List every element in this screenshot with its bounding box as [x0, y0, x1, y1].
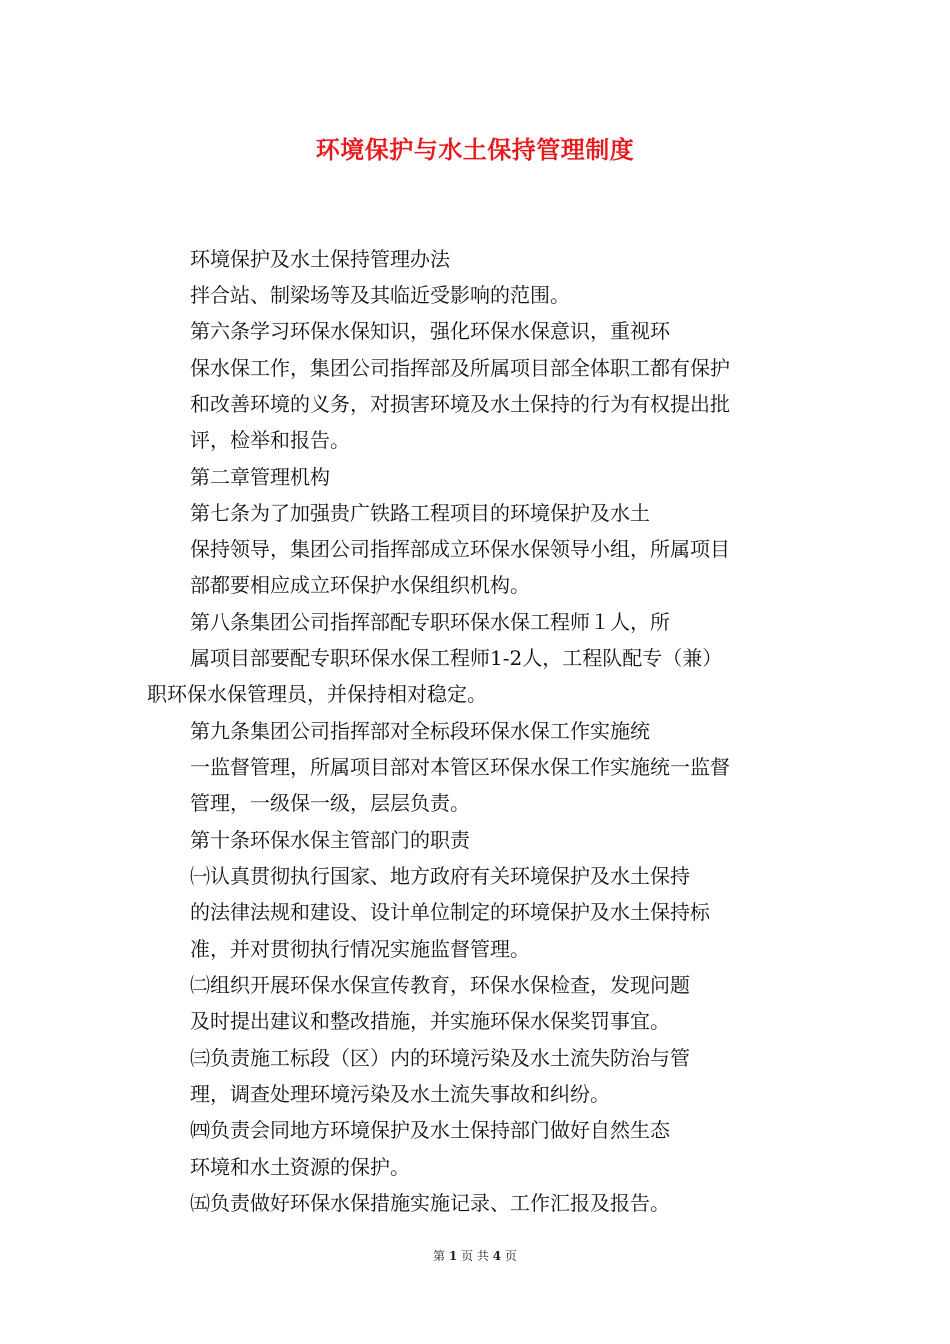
body-line: 第九条集团公司指挥部对全标段环保水保工作实施统 [190, 719, 650, 743]
body-line: ㈠认真贯彻执行国家、地方政府有关环境保护及水土保持 [190, 864, 690, 888]
body-line: 准，并对贯彻执行情况实施监督管理。 [190, 937, 530, 961]
body-line: 职环保水保管理员，并保持相对稳定。 [147, 682, 487, 706]
footer-total-pages: 4 [492, 1249, 502, 1263]
body-line: 部都要相应成立环保护水保组织机构。 [190, 573, 530, 597]
body-line: 理，调查处理环境污染及水土流失事故和纠纷。 [190, 1082, 610, 1106]
body-line: 保水保工作，集团公司指挥部及所属项目部全体职工都有保护 [190, 356, 730, 380]
body-line: ㈢负责施工标段（区）内的环境污染及水土流失防治与管 [190, 1046, 690, 1070]
body-line: 环境和水土资源的保护。 [190, 1155, 410, 1179]
body-line: 环境保护及水土保持管理办法 [190, 247, 450, 271]
body-line: 管理，一级保一级，层层负责。 [190, 791, 470, 815]
document-title: 环境保护与水土保持管理制度 [315, 135, 635, 164]
footer-prefix: 第 [433, 1249, 446, 1263]
body-line: 第八条集团公司指挥部配专职环保水保工程师１人，所 [190, 610, 670, 634]
footer-suffix: 页 [504, 1249, 517, 1263]
page-footer [0, 1248, 950, 1264]
body-line: ㈡组织开展环保水保宣传教育，环保水保检查，发现问题 [190, 973, 690, 997]
body-line: 一监督管理，所属项目部对本管区环保水保工作实施统一监督 [190, 755, 730, 779]
body-line: 保持领导，集团公司指挥部成立环保水保领导小组，所属项目 [190, 537, 730, 561]
body-line: 拌合站、制梁场等及其临近受影响的范围。 [190, 283, 570, 307]
body-line: 第七条为了加强贵广铁路工程项目的环境保护及水土 [190, 501, 650, 525]
body-line: 及时提出建议和整改措施，并实施环保水保奖罚事宜。 [190, 1009, 670, 1033]
body-line: 第十条环保水保主管部门的职责 [190, 828, 470, 852]
body-line: 的法律法规和建设、设计单位制定的环境保护及水土保持标 [190, 900, 710, 924]
body-line: ㈣负责会同地方环境保护及水土保持部门做好自然生态 [190, 1118, 670, 1142]
body-line: 评，检举和报告。 [190, 428, 350, 452]
body-line: 第二章管理机构 [190, 465, 330, 489]
body-line: 和改善环境的义务，对损害环境及水土保持的行为有权提出批 [190, 392, 730, 416]
body-line: 第六条学习环保水保知识，强化环保水保意识，重视环 [190, 319, 670, 343]
body-line: ㈤负责做好环保水保措施实施记录、工作汇报及报告。 [190, 1191, 670, 1215]
footer-page-number: 1 [448, 1249, 458, 1263]
body-line: 属项目部要配专职环保水保工程师1-2人，工程队配专（兼） [190, 646, 723, 670]
footer-middle: 页 共 [461, 1249, 489, 1263]
